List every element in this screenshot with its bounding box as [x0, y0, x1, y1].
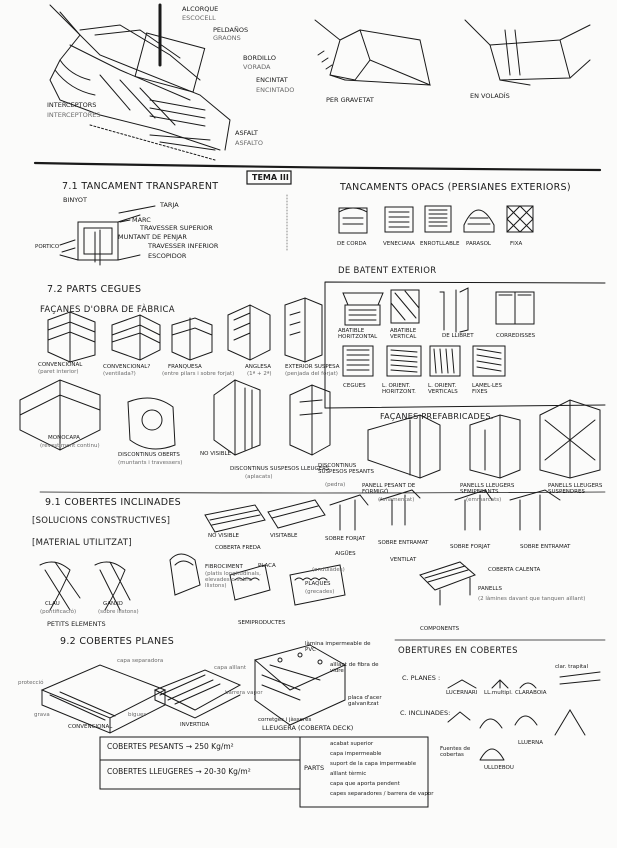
label-interceptors: INTERCEPTORS: [47, 101, 97, 109]
label-panells: PANELLS: [478, 586, 502, 592]
label-capa-aillant: capa aïllant: [214, 665, 246, 671]
heading-obertures: OBERTURES EN COBERTES: [398, 646, 518, 656]
label-claraboia: CLARABOIA: [515, 690, 547, 696]
label-barrera: barrera vapor: [225, 690, 263, 696]
tema-label: TEMA III: [252, 173, 289, 182]
part-3: suport de la capa impermeable: [330, 761, 417, 767]
label-encintado: ENCINTADO: [256, 86, 295, 94]
label-escopidor: ESCOPIDOR: [148, 252, 187, 260]
label-lluerna: LLUERNA: [518, 740, 544, 746]
label-ll-multiple: LL.multipl.: [484, 690, 513, 696]
label-sobre-forjat2: SOBRE FORJAT: [450, 544, 491, 550]
label-convencional-92: CONVENCIONAL: [68, 724, 113, 730]
cantilever-retaining-sketch: [465, 20, 590, 85]
label-grecades: (grecades): [305, 589, 335, 595]
label-disc-lleugers: DISCONTINUS SUSPESOS LLEUGERS: [230, 466, 330, 472]
shutter-icons: [339, 206, 533, 233]
label-monocapa: MONOCAPA: [48, 435, 80, 441]
heading-9-2: 9.2 COBERTES PLANES: [60, 636, 175, 647]
label-panells-semi-sub: (emmarcats): [466, 497, 502, 503]
label-invertida: INVERTIDA: [180, 722, 210, 728]
label-ventilat: VENTILAT: [390, 557, 417, 563]
label-panells-sub: (2 làmines davant que tanquen aïllant): [478, 596, 586, 602]
label-c-planes: C. PLANES :: [402, 674, 441, 682]
label-franquesa-sub: (entre pilars i sobre forjat): [162, 371, 235, 377]
label-disc-pesants: DISCONTINUS SUSPESOS PESANTS: [318, 463, 374, 475]
part-2: capa impermeable: [330, 751, 382, 757]
label-semiproductes: SEMIPRODUCTES: [238, 620, 286, 626]
label-pes-pesants: COBERTES PESANTS → 250 Kg/m²: [107, 742, 234, 751]
label-sobre-forjat: SOBRE FORJAT: [325, 536, 366, 542]
label-no-visible-72: NO VISIBLE: [200, 451, 232, 457]
label-panell-pesant-sub: (fonamentat): [378, 497, 415, 503]
label-convencional2: CONVENCIONAL?: [103, 364, 151, 370]
lamel-item-4: LAMEL·LES FIXES: [472, 383, 503, 395]
opac-item-2: VENECIANA: [383, 241, 415, 247]
batent-item-2: ABATIBLE VERTICAL: [390, 328, 417, 340]
label-exterior-suspesa: EXTERIOR SUSPESA: [285, 364, 340, 370]
label-binyot: BINYOT: [63, 196, 87, 204]
opac-item-3: ENROTLLABLE: [420, 241, 460, 247]
label-travesser-sup: TRAVESSER SUPERIOR: [140, 224, 213, 232]
label-ganxo: GANXO: [103, 601, 123, 607]
label-bordillo: BORDILLO: [243, 54, 277, 62]
label-marc: MARC: [132, 216, 151, 224]
label-corretges: corretges i jàsseres: [258, 717, 312, 723]
label-lleugera: LLEUGERA (COBERTA DECK): [262, 724, 354, 732]
label-en-voladis: EN VOLADÍS: [470, 92, 510, 100]
heading-facanes-pref: FAÇANES PREFABRICADES.: [380, 412, 494, 421]
label-coberta-calenta: COBERTA CALENTA: [488, 567, 541, 573]
label-peldanos: PELDAÑOS: [213, 26, 249, 34]
label-fuentes: Fuentes de cobertas: [440, 746, 471, 758]
label-gravilla: grava: [34, 712, 50, 718]
label-bigues: bigues: [128, 712, 147, 718]
label-franquesa: FRANQUESA: [168, 364, 202, 370]
label-disc-lleugers-sub: (aplacats): [245, 474, 273, 480]
batent-item-3: DE LLIBRET: [442, 333, 474, 339]
label-graons: GRAONS: [213, 34, 241, 42]
label-aigues: AIGÜES: [335, 551, 356, 557]
heading-7-2: 7.2 PARTS CEGUES: [47, 284, 142, 295]
label-capa-separadora: capa separadora: [117, 658, 164, 664]
part-1: acabat superior: [330, 741, 374, 747]
label-protection: protecció: [18, 680, 44, 686]
label-convencional2-sub: (ventilada?): [103, 371, 136, 377]
label-c-inclinades: C. INCLINADES:: [400, 709, 451, 717]
label-discontinus-oberts-sub: (muntants i travessers): [118, 460, 183, 466]
label-visitable: VISITABLE: [270, 533, 298, 539]
batent-item-4: CORREDISSES: [496, 333, 536, 339]
label-anglesa-sub: (1ª + 2ª): [247, 371, 272, 377]
label-claraboia-trap: clar. trapital: [555, 664, 589, 670]
lamel-item-3: L. ORIENT. VERTICALS: [428, 383, 458, 395]
label-pes-lleugeres: COBERTES LLEUGERES → 20-30 Kg/m²: [107, 767, 251, 776]
label-sobre-entramat2: SOBRE ENTRAMAT: [520, 544, 571, 550]
part-4: aïllant tèrmic: [330, 771, 367, 777]
label-ganxo-sub: (sobre llistons): [98, 609, 139, 615]
label-convencional: CONVENCIONAL: [38, 362, 83, 368]
label-portico: PORTICO: [35, 244, 60, 250]
label-travesser-inf: TRAVESSER INFERIOR: [148, 242, 219, 250]
label-escocell: ESCOCELL: [182, 14, 216, 22]
label-plaques: PLAQUES: [305, 581, 331, 587]
batent-item-1: ABATIBLE HORITZONTAL: [338, 328, 378, 340]
heading-9-1: 9.1 COBERTES INCLINADES: [45, 497, 182, 508]
label-monocapa-sub: (revestiment continu): [40, 443, 100, 449]
label-sobre-entramat: SOBRE ENTRAMAT: [378, 540, 429, 546]
section-divider: [35, 163, 600, 170]
label-solucions: [SOLUCIONS CONSTRUCTIVES]: [32, 516, 171, 526]
label-interceptores: INTERCEPTORES: [47, 111, 101, 119]
part-5: capa que aporta pendent: [330, 781, 400, 787]
label-clau-sub: (pontificació): [40, 609, 77, 615]
lamel-item-2: L. ORIENT. HORITZONT.: [382, 383, 416, 395]
label-discontinus-oberts: DISCONTINUS OBERTS: [118, 452, 180, 458]
label-alcorque: ALCORQUE: [182, 5, 219, 13]
label-panells-semi: PANELLS LLEUGERS SEMIPESANTS: [460, 483, 515, 495]
label-vorada: VORADA: [243, 63, 271, 71]
label-disc-pesants-sub: (pedra): [325, 482, 346, 488]
label-clau: CLAU: [45, 601, 60, 607]
label-fibrociment-sub: (platis longitudinals, elevades o sobre llistons): [205, 571, 261, 589]
label-encintat: ENCINTAT: [256, 76, 288, 84]
label-material: [MATERIAL UTILITZAT]: [32, 538, 132, 548]
heading-facanes-obra: FAÇANES D'OBRA DE FÀBRICA: [40, 305, 175, 315]
label-placa-acer: placa d'acer galvanitzat: [348, 695, 382, 707]
label-convencional-sub: (paret interior): [38, 369, 79, 375]
heading-7-1: 7.1 TANCAMENT TRANSPARENT: [62, 181, 219, 192]
label-components: COMPONENTS: [420, 626, 460, 632]
label-ulldebou: ULLDEBOU: [484, 765, 514, 771]
label-no-visible-91: NO VISIBLE: [208, 533, 240, 539]
label-asfalto: ASFALTO: [235, 139, 263, 147]
opac-item-5: FIXA: [510, 241, 523, 247]
heading-batent: DE BATENT EXTERIOR: [338, 266, 437, 276]
label-fibrociment: FIBROCIMENT: [205, 564, 243, 570]
label-ondulades: (ondulades): [312, 567, 345, 573]
label-panell-pesant: PANELL PESANT DE FORMIGÓ: [362, 483, 416, 495]
label-asfalt: ASFALT: [235, 129, 258, 137]
label-lucernari: LUCERNARI: [446, 690, 478, 696]
label-coberta-freda: COBERTA FREDA: [215, 545, 261, 551]
label-lamina-pvc: làmina impermeable de PVC: [305, 641, 371, 653]
lamel-item-1: CEGUES: [343, 383, 366, 389]
label-tarja: TARJA: [160, 201, 179, 209]
label-petits: PETITS ELEMENTS: [47, 620, 106, 628]
label-muntant: MUNTANT DE PENJAR: [118, 233, 187, 241]
label-parts: PARTS: [304, 764, 325, 772]
opac-item-4: PARASOL: [466, 241, 491, 247]
label-placa: PLACA: [258, 563, 276, 569]
label-aillant-fibra: aïllant de fibra de vidre: [330, 662, 379, 674]
heading-opacs: TANCAMENTS OPACS (PERSIANES EXTERIORS): [340, 182, 571, 193]
part-6: capes separadores / barrera de vapor: [330, 791, 434, 797]
street-section-sketch: [50, 5, 230, 160]
label-exterior-suspesa-sub: (penjada del forjat): [285, 371, 338, 377]
opac-item-1: DE CORDA: [337, 241, 367, 247]
label-per-gravetat: PER GRAVETAT: [326, 96, 374, 104]
gravity-retaining-sketch: [315, 20, 430, 85]
label-anglesa: ANGLESA: [245, 364, 272, 370]
label-panells-lleu: PANELLS LLEUGERS SUSPENDRES: [548, 483, 603, 495]
